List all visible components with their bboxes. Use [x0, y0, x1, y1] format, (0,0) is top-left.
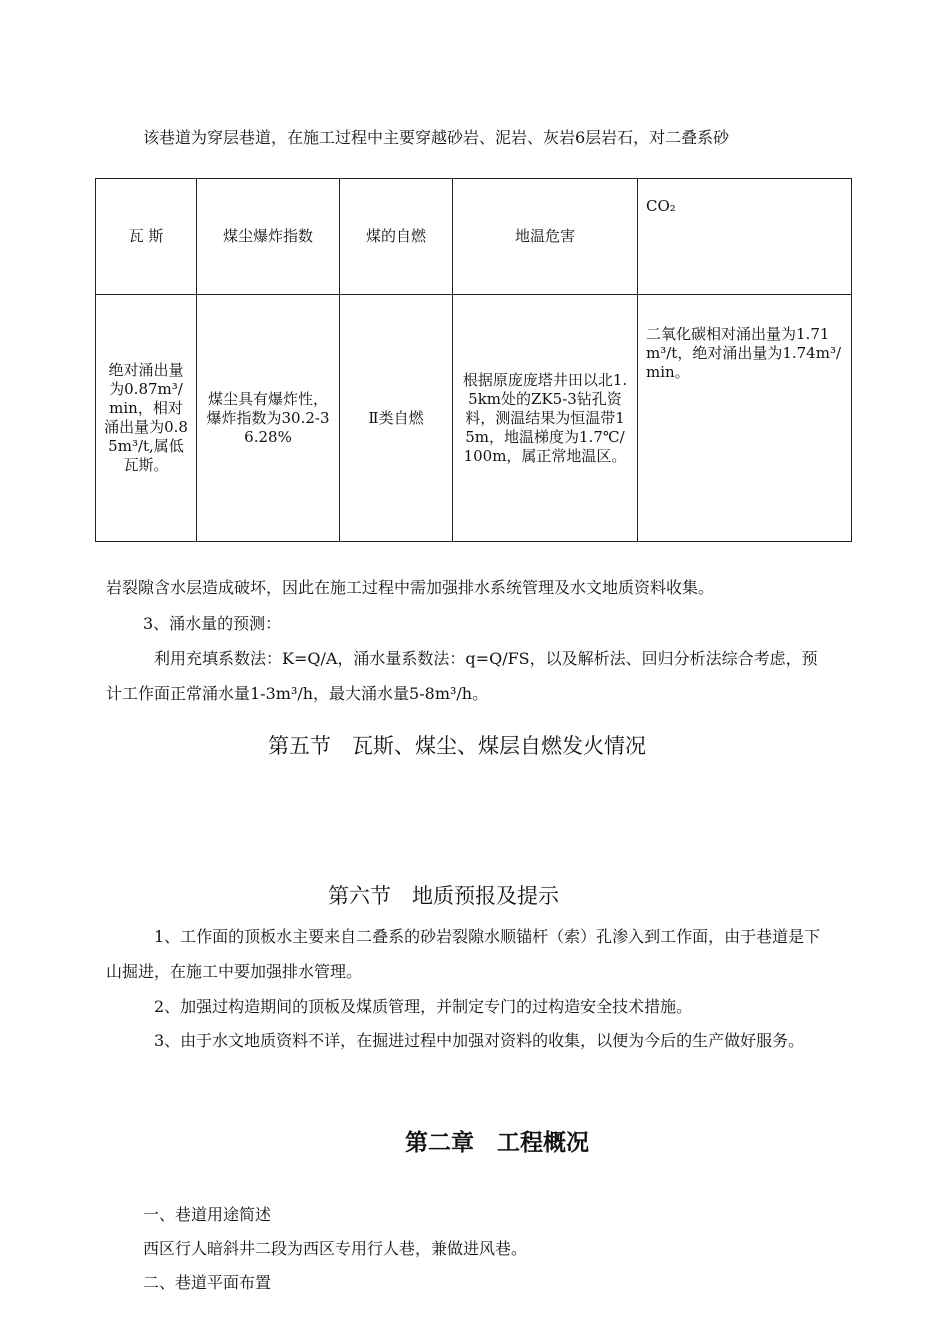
section6-item-2: 2、加强过构造期间的顶板及煤质管理，并制定专门的过构造安全技术措施。 — [154, 997, 693, 1016]
header-coal-dust: 煤尘爆炸指数 — [197, 179, 340, 295]
section6-item-3: 3、由于水文地质资料不详，在掘进过程中加强对资料的收集，以便为今后的生产做好服务。 — [154, 1031, 805, 1050]
cell-ground-temperature: 根据原庞庞塔井田以北1.5km处的ZK5-3钻孔资料，测温结果为恒温带15m，地温梯度为1.7℃/100m，属正常地温区。 — [453, 295, 638, 542]
header-ground-temperature: 地温危害 — [453, 179, 638, 295]
chapter2-item-2: 西区行人暗斜井二段为西区专用行人巷，兼做进风巷。 — [143, 1239, 528, 1258]
table-header-row — [96, 179, 852, 295]
header-spontaneous-combustion: 煤的自燃 — [340, 179, 453, 295]
water-paragraph: 利用充填系数法：K=Q/A，涌水量系数法：q=Q/FS，以及解析法、回归分析法综合考虑，预计工作面正常涌水量1-3m³/h，最大涌水量5-8m³/h。 — [106, 649, 818, 703]
cell-spontaneous-combustion: Ⅱ类自燃 — [340, 295, 453, 542]
header-co2: CO₂ — [638, 179, 852, 295]
chapter2-item-3: 二、巷道平面布置 — [143, 1273, 272, 1292]
hazard-table — [95, 178, 852, 542]
section5-title: 第五节 瓦斯、煤尘、煤层自燃发火情况 — [268, 734, 646, 758]
chapter2-title: 第二章 工程概况 — [405, 1129, 589, 1156]
chapter2-item-1: 一、巷道用途简述 — [143, 1205, 272, 1224]
water-heading: 3、涌水量的预测： — [143, 614, 282, 633]
cell-co2: 二氧化碳相对涌出量为1.71m³/t，绝对涌出量为1.74m³/min。 — [638, 295, 852, 542]
header-gas: 瓦 斯 — [96, 179, 197, 295]
continuation-paragraph: 岩裂隙含水层造成破坏，因此在施工过程中需加强排水系统管理及水文地质资料收集。 — [106, 578, 715, 597]
cell-coal-dust: 煤尘具有爆炸性，爆炸指数为30.2-36.28% — [197, 295, 340, 542]
table-row — [96, 295, 852, 542]
cell-gas: 绝对涌出量为0.87m³/min，相对涌出量为0.85m³/t,属低瓦斯。 — [96, 295, 197, 542]
section6-item-1: 1、工作面的顶板水主要来自二叠系的砂岩裂隙水顺锚杆（索）孔渗入到工作面，由于巷道是下山掘进，在施工中要加强排水管理。 — [106, 927, 821, 981]
section6-title: 第六节 地质预报及提示 — [328, 884, 559, 908]
intro-paragraph: 该巷道为穿层巷道，在施工过程中主要穿越砂岩、泥岩、灰岩6层岩石，对二叠系砂 — [143, 128, 730, 147]
